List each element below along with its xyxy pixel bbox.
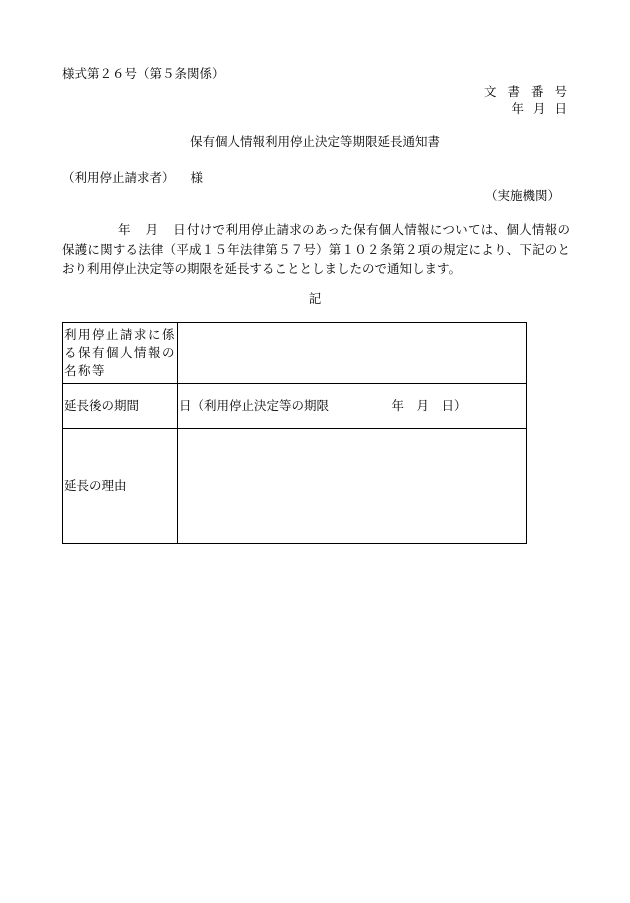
body-text: 付けで利用停止請求のあった保有個人情報については、個人情報の保護に関する法律（平成１５年法律第５７号）第１０２条第２項の規定により、下記のとおり利用停止決定等の期限を延長することとしましたので通知します。: [62, 222, 570, 276]
form-number: 様式第２６号（第５条関係）: [62, 66, 225, 81]
notice-table: [62, 322, 527, 544]
body-paragraph: [62, 220, 570, 279]
issuing-agency: （実施機関）: [484, 188, 560, 203]
row-value-extension-reason: [178, 429, 527, 544]
row-label-extended-period: 延長後の期間: [63, 384, 178, 429]
table-row: [63, 323, 527, 384]
addressee: [62, 168, 203, 186]
document-date-label: 年月日: [511, 101, 576, 116]
document-number-label: 文書番号: [483, 84, 578, 99]
addressee-name: （利用停止請求者）: [62, 170, 175, 185]
row-label-info-name: 利用停止請求に係る保有個人情報の名称等: [63, 323, 178, 384]
row-value-info-name: [178, 323, 527, 384]
ki-heading: 記: [308, 291, 322, 306]
table-row: [63, 429, 527, 544]
document-title: 保有個人情報利用停止決定等期限延長通知書: [189, 134, 440, 149]
table-row: [63, 384, 527, 429]
addressee-honorific: 様: [190, 170, 204, 185]
row-value-extended-period: 日（利用停止決定等の期限 年 月 日）: [178, 384, 527, 429]
body-date-prefix: 年 月 日: [118, 222, 187, 237]
row-label-extension-reason: 延長の理由: [63, 429, 178, 544]
